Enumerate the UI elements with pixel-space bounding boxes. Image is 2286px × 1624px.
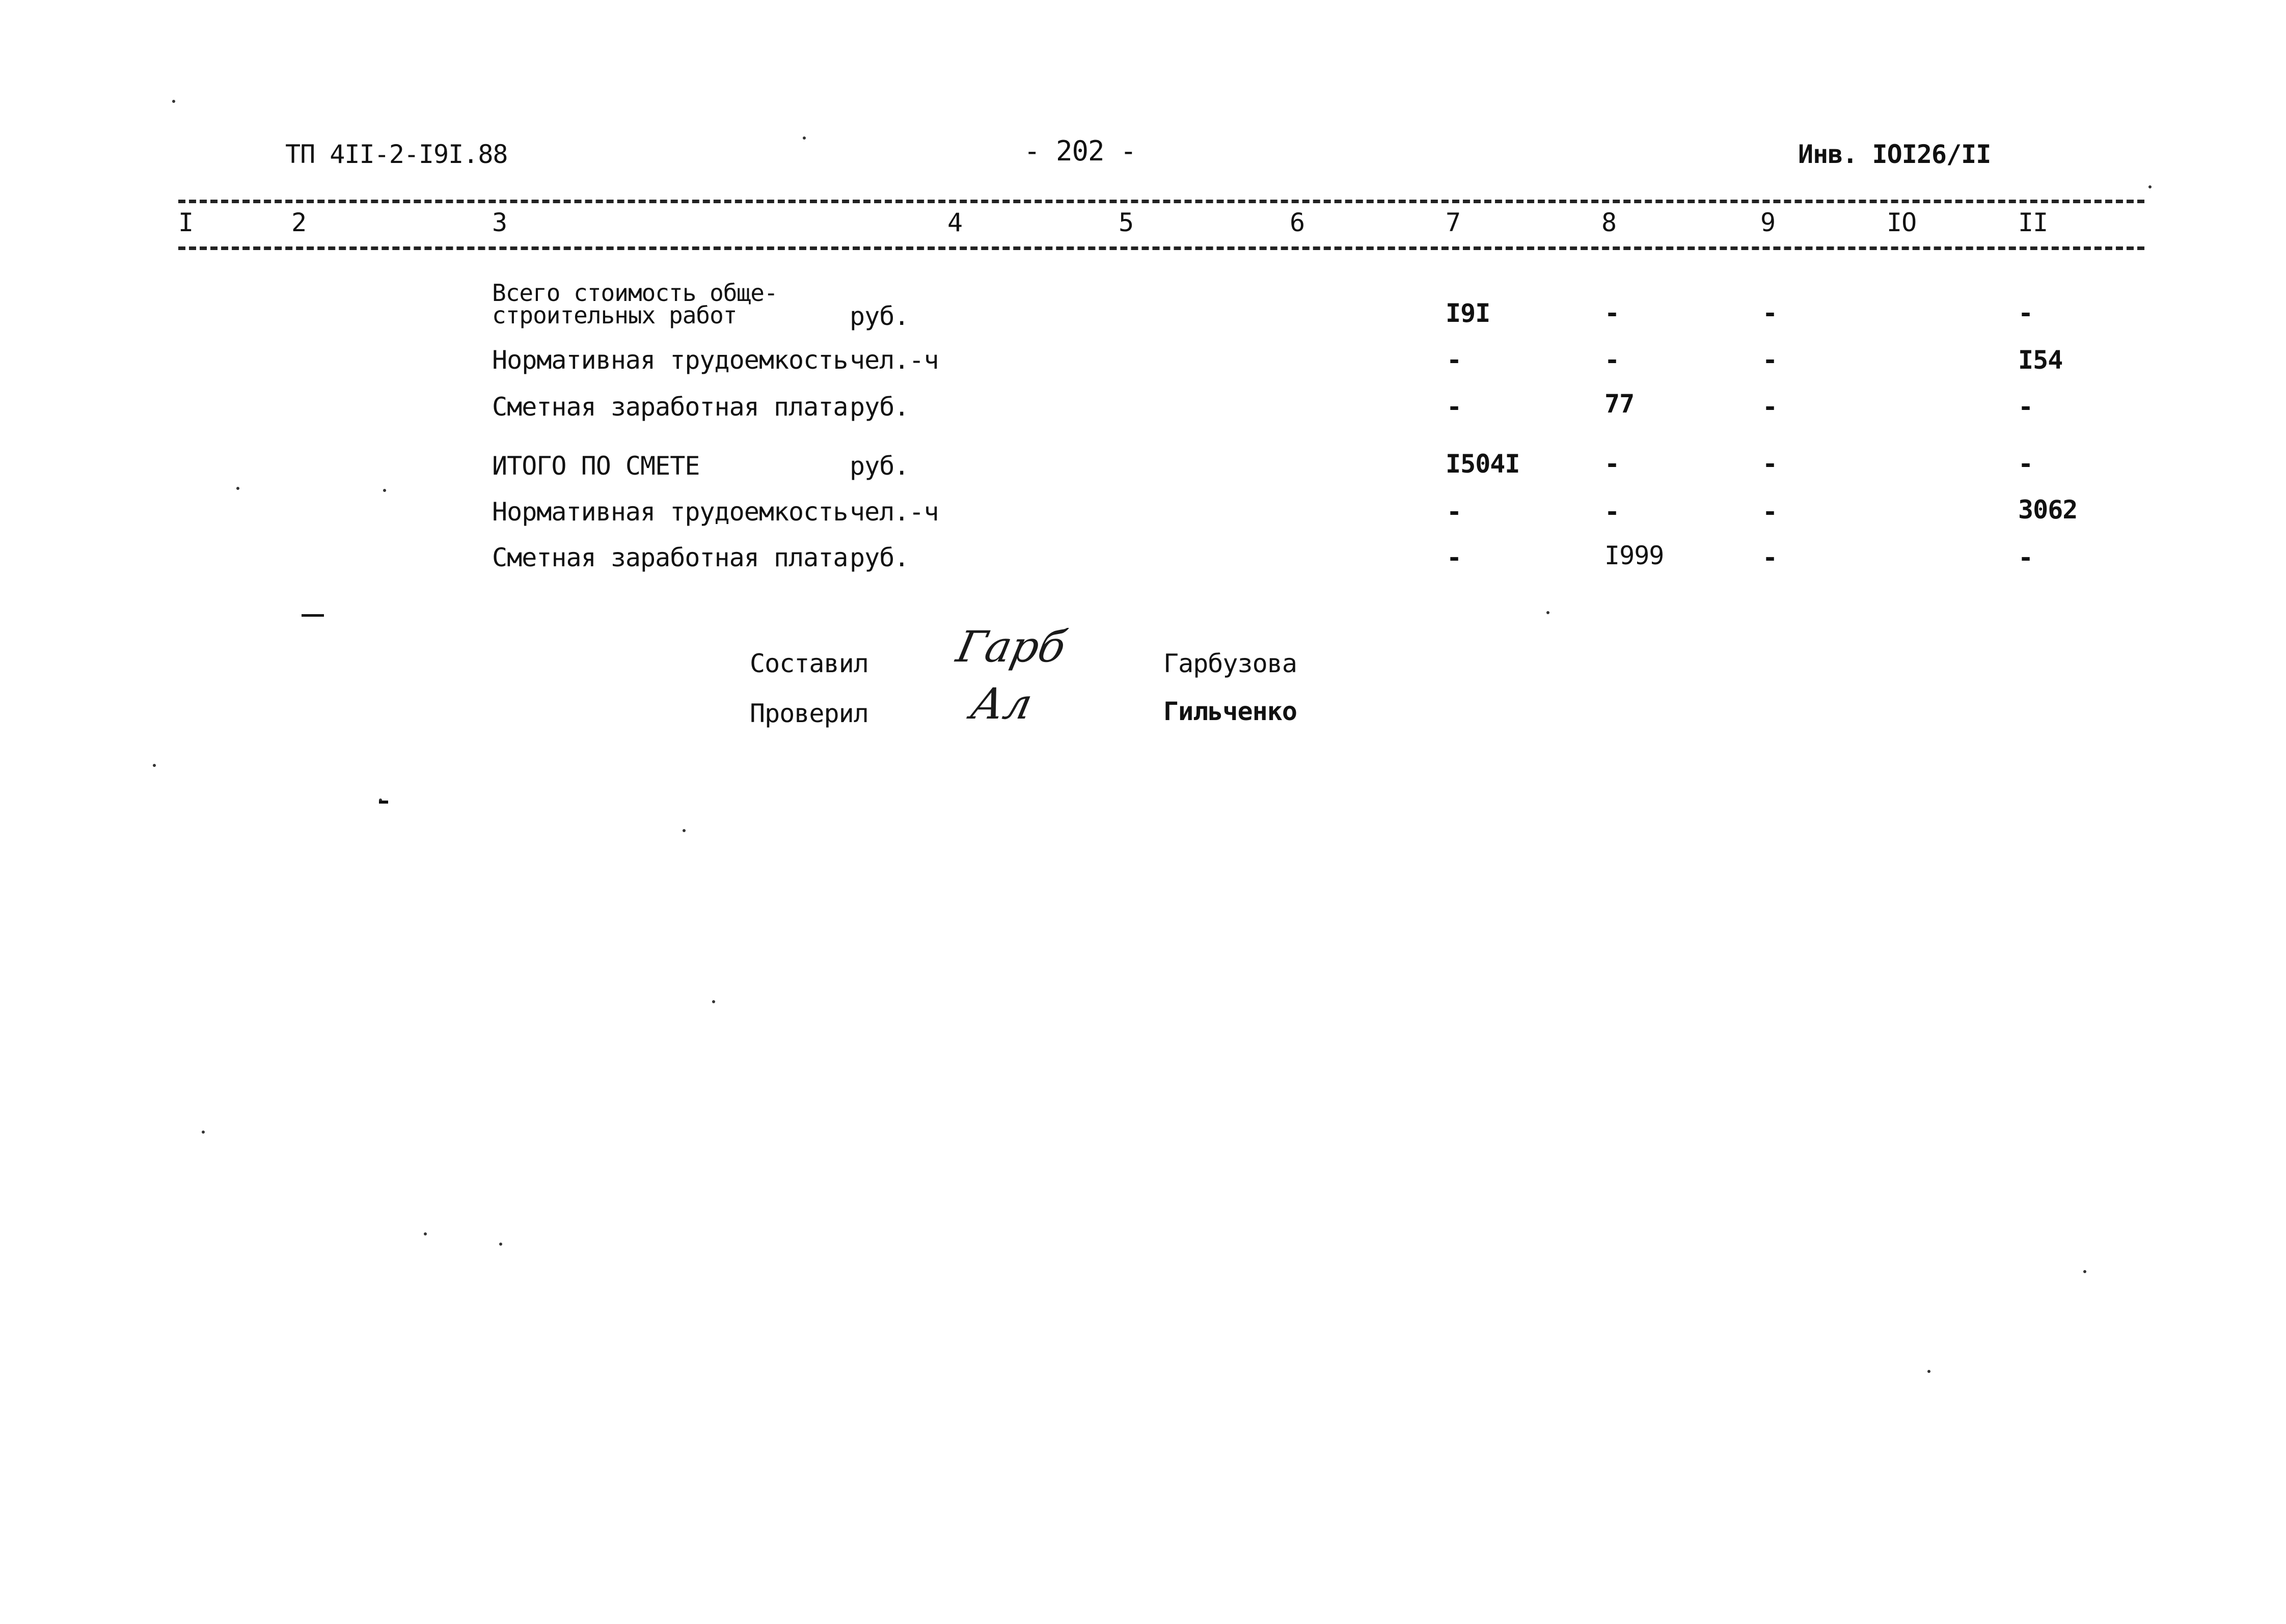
table-cell-c11: - <box>2018 298 2033 328</box>
compiled-by-label: Составил <box>750 649 868 678</box>
scan-speck <box>172 100 175 103</box>
scan-speck <box>712 1000 715 1003</box>
table-header-top-rule <box>178 200 2144 203</box>
table-cell-c9: - <box>1762 497 1778 527</box>
column-header-10: IO <box>1887 208 1917 237</box>
column-header-5: 5 <box>1119 208 1134 237</box>
section-total-label-line2: строительных работ <box>492 301 737 329</box>
table-row-unit: руб. <box>850 392 909 422</box>
table-cell-c11: - <box>2018 392 2033 422</box>
scan-speck <box>153 764 156 767</box>
table-cell-c7: - <box>1447 497 1462 527</box>
table-cell-c11: - <box>2018 449 2033 479</box>
section-total-label-line1: Всего стоимость обще- <box>492 279 778 307</box>
table-cell-c8: I999 <box>1604 541 1664 570</box>
scan-speck <box>683 829 686 832</box>
scan-speck <box>202 1131 205 1134</box>
table-cell-c7: I9I <box>1446 298 1490 328</box>
table-row-label: Нормативная трудоемкость <box>492 497 848 527</box>
table-cell-c9: - <box>1762 392 1778 422</box>
scan-speck <box>2083 1270 2086 1273</box>
column-header-6: 6 <box>1290 208 1305 237</box>
column-header-9: 9 <box>1760 208 1776 237</box>
checked-by-name: Гильченко <box>1163 697 1297 726</box>
table-cell-c9: - <box>1762 345 1778 375</box>
column-header-4: 4 <box>947 208 963 237</box>
page-number: - 202 - <box>1024 135 1136 167</box>
table-row-unit: руб. <box>850 451 909 481</box>
scan-speck <box>1927 1370 1930 1373</box>
table-row-unit: чел.-ч <box>850 497 939 527</box>
column-header-2: 2 <box>291 208 307 237</box>
table-cell-c11: 3062 <box>2018 495 2078 525</box>
table-row-label: Сметная заработная плата <box>492 392 848 422</box>
table-cell-c7: I504I <box>1446 449 1520 479</box>
column-header-1: I <box>178 208 194 237</box>
compiled-by-signature: Гарб <box>952 622 1071 672</box>
table-cell-c7: - <box>1447 345 1462 375</box>
column-header-3: 3 <box>492 208 507 237</box>
table-row-unit: руб. <box>850 543 909 572</box>
scan-speck <box>383 489 386 492</box>
scan-speck <box>803 136 806 140</box>
table-cell-c8: - <box>1604 345 1620 375</box>
scan-mark <box>302 614 324 617</box>
table-row-unit: руб. <box>850 301 909 331</box>
table-row-label: ИТОГО ПО СМЕТЕ <box>492 451 700 481</box>
column-header-11: II <box>2018 208 2048 237</box>
column-header-8: 8 <box>1601 208 1617 237</box>
table-cell-c9: - <box>1762 449 1778 479</box>
table-row-label: Нормативная трудоемкость <box>492 345 848 375</box>
column-header-7: 7 <box>1446 208 1461 237</box>
scan-speck <box>424 1232 427 1235</box>
table-cell-c9: - <box>1762 543 1778 572</box>
compiled-by-name: Гарбузова <box>1163 649 1297 678</box>
inventory-number: Инв. IOI26/II <box>1798 140 1991 169</box>
scan-speck <box>499 1243 502 1246</box>
table-header-bottom-rule <box>178 246 2144 250</box>
scan-speck <box>2148 185 2152 188</box>
table-cell-c8: - <box>1604 298 1620 328</box>
table-cell-c11: - <box>2018 543 2033 572</box>
table-cell-c9: - <box>1762 298 1778 328</box>
scan-speck <box>236 487 239 490</box>
checked-by-signature: Ал <box>966 679 1037 729</box>
table-cell-c8: - <box>1604 449 1620 479</box>
table-cell-c8: 77 <box>1604 389 1635 419</box>
table-cell-c7: - <box>1447 543 1462 572</box>
table-cell-c8: - <box>1604 497 1620 527</box>
table-cell-c7: - <box>1447 392 1462 422</box>
checked-by-label: Проверил <box>750 699 868 728</box>
table-row-label: Сметная заработная плата <box>492 543 848 572</box>
scan-speck <box>1546 611 1549 614</box>
document-code: ТП 4II-2-I9I.88 <box>285 140 508 169</box>
scan-mark <box>379 801 388 804</box>
table-cell-c11: I54 <box>2018 345 2063 375</box>
table-row-unit: чел.-ч <box>850 345 939 375</box>
